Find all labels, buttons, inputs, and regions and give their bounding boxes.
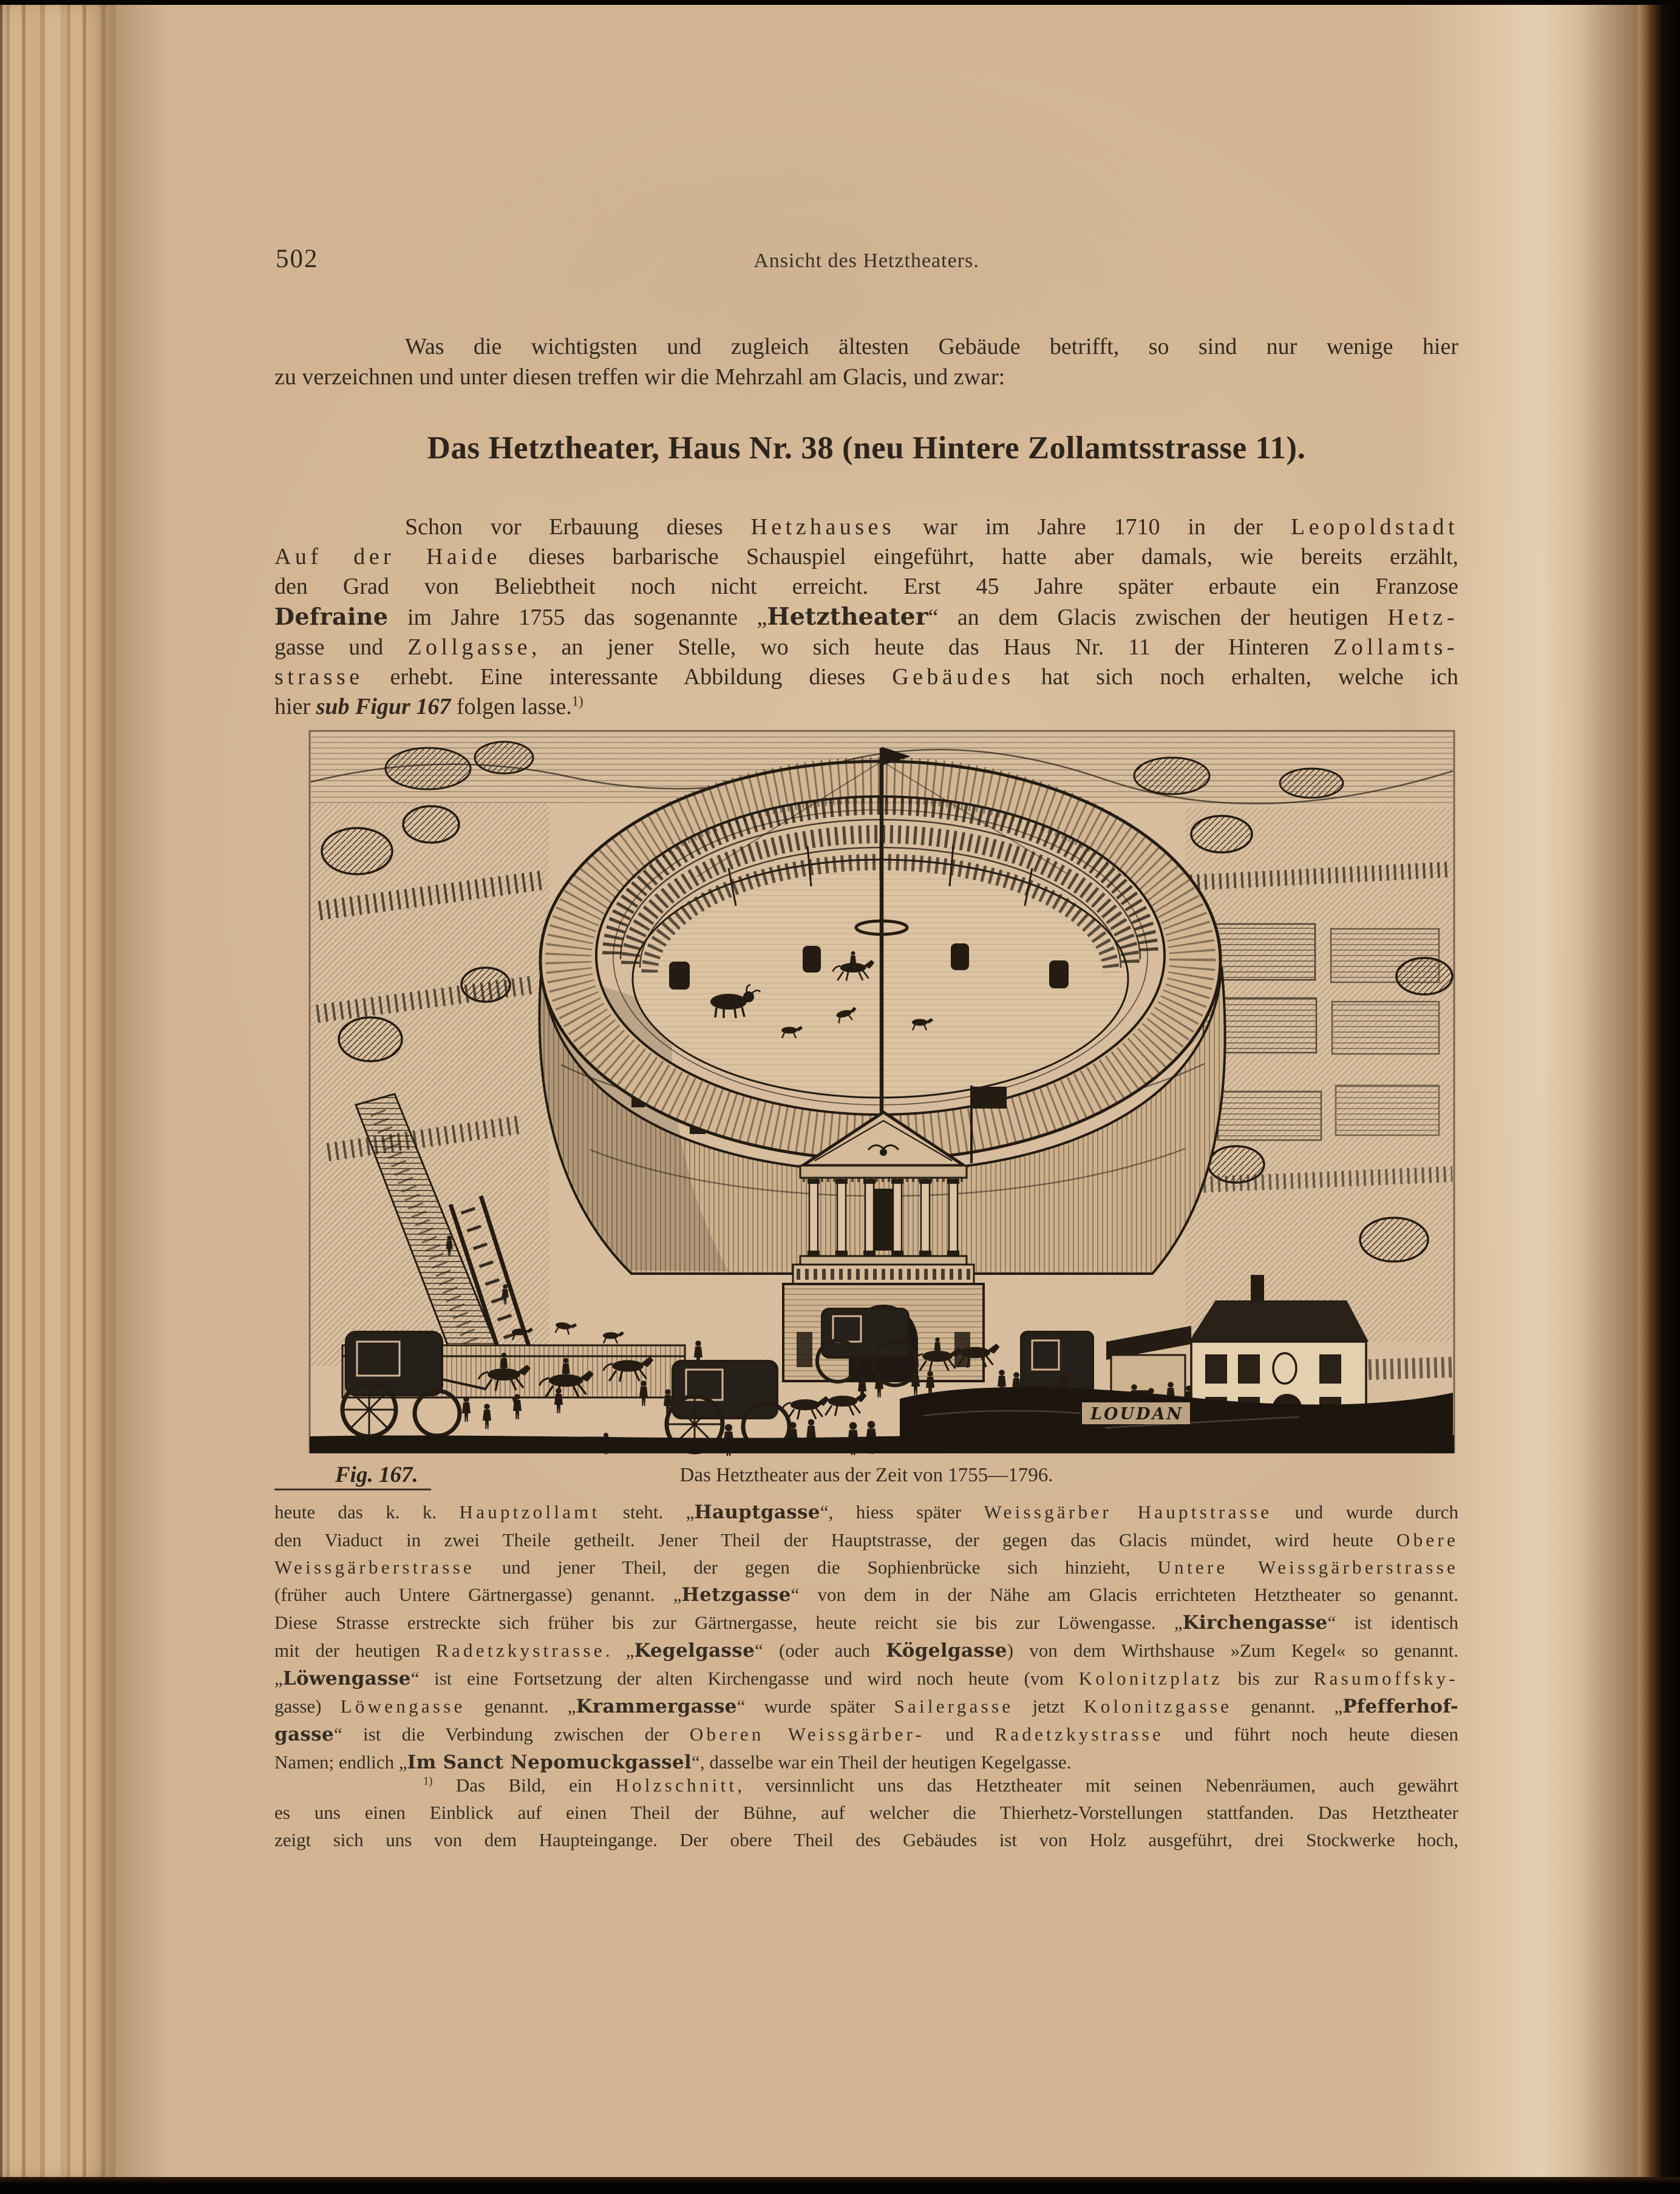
figure-caption: Das Hetztheater aus der Zeit von 1755—1796. — [679, 1464, 1053, 1486]
text-line: Diese Strasse erstreckte sich früher bis zur Gärtnergasse, heute reicht sie bis zur Löwengasse. „Kirchengasse“ ist identisch — [274, 1612, 1458, 1634]
book-edge-top — [0, 0, 1680, 5]
text-line: Was die wichtigsten und zugleich ältesten Gebäude betrifft, so sind nur wenige hier — [405, 334, 1458, 359]
intro-paragraph — [274, 331, 1458, 392]
figure-label: Fig. 167. — [335, 1462, 418, 1487]
page-head — [274, 244, 1458, 278]
book-edge-bottom — [0, 2177, 1680, 2194]
balustrade — [793, 1265, 974, 1284]
body-paragraph — [274, 512, 1458, 722]
book-gutter — [0, 4, 115, 2178]
engraver-signature: LOUDAN — [1090, 1405, 1184, 1424]
text-line: Defraine im Jahre 1755 das sogenannte „Hetztheater“ an dem Glacis zwischen der heutigen Hetz- — [274, 603, 1458, 631]
text-line: Weissgärberstrasse und jener Theil, der gegen die Sophienbrücke sich hinzieht, Untere Weissgärberstrasse — [274, 1557, 1458, 1578]
text-line: mit der heutigen Radetzkystrasse. „Kegelgasse“ (oder auch Kögelgasse) von dem Wirthshause »Zum Kegel« so genannt. — [274, 1640, 1459, 1662]
text-line: zu verzeichnen und unter diesen treffen wir die Mehrzahl am Glacis, und zwar: — [274, 364, 1005, 390]
section-heading: Das Hetztheater, Haus Nr. 38 (neu Hintere Zollamtsstrasse 11). — [427, 430, 1306, 466]
text-line: Auf der Haide dieses barbarische Schauspiel eingeführt, hatte aber damals, wie bereits erzählt, — [274, 544, 1458, 569]
text-line: gasse) Löwengasse genannt. „Krammergasse“ wurde später Sailergasse jetzt Kolonitzgasse genannt. „Pfefferhof- — [274, 1696, 1459, 1717]
left-gardens — [311, 804, 549, 1407]
text-line: (früher auch Untere Gärtnergasse) genannt. „Hetzgasse“ von dem in der Nähe am Glacis errichteten Hetztheater so genannt. — [274, 1584, 1458, 1606]
page — [115, 4, 1639, 2178]
footnote-1 — [274, 1498, 1458, 1776]
running-header: Ansicht des Hetztheaters. — [753, 250, 979, 272]
text-line: den Grad von Beliebtheit noch nicht erreicht. Erst 45 Jahre später erbaute ein Franzose — [274, 574, 1458, 599]
text-line: hier sub Figur 167 folgen lasse.$^{1)}$ — [274, 693, 583, 719]
text-line: Namen; endlich „Im Sanct Nepomuckgassel“, dasselbe war ein Theil der heutigen Kegelgasse. — [274, 1751, 1072, 1773]
text-line: den Viaduct in zwei Theile getheilt. Jener Theil der Hauptstrasse, der gegen das Glacis mündet, wird heute Obere — [274, 1529, 1458, 1550]
text-line: heute das k. k. Hauptzollamt steht. „Hauptgasse“, hiess später Weissgärber Hauptstrasse und wurde durch — [274, 1501, 1458, 1523]
text-line: gasse“ ist die Verbindung zwischen der Oberen Weissgärber- und Radetzkystrasse und führt noch heute diesen — [274, 1724, 1458, 1745]
text-line: Schon vor Erbauung dieses Hetzhauses war im Jahre 1710 in der Leopoldstadt — [405, 514, 1458, 540]
text-line: gasse und Zollgasse, an jener Stelle, wo sich heute das Haus Nr. 11 der Hinteren Zollamts- — [274, 634, 1458, 660]
text-line: zeigt sich uns von dem Haupteingange. Der obere Theil des Gebäudes ist von Holz ausgeführt, drei Stockwerke hoch, — [274, 1829, 1458, 1850]
woodcut-bottom-border — [310, 1435, 1454, 1453]
text-line: „Löwengasse“ ist eine Fortsetzung der alten Kirchengasse und wird noch heute (vom Kolonitzplatz bis zur Rasumoffsky- — [274, 1668, 1458, 1690]
right-gardens — [1185, 807, 1453, 1342]
footnote-2 — [274, 1771, 1458, 1853]
page-number: 502 — [276, 245, 319, 273]
figure-woodcut — [304, 724, 1460, 1459]
book-edge-right — [1638, 0, 1680, 2194]
text-line: strasse erhebt. Eine interessante Abbildung dieses Gebäudes hat sich noch erhalten, welche ich — [274, 664, 1458, 690]
text-line: es uns einen Einblick auf einen Theil der Bühne, auf welcher die Thierhetz-Vorstellungen stattfanden. Das Hetztheater — [274, 1802, 1458, 1823]
text-line: $^{1)}$ Das Bild, ein Holzschnitt, versinnlicht uns das Hetztheater mit seinen Nebenräumen, auch gewährt — [423, 1775, 1458, 1796]
figure-caption-row — [274, 1462, 1458, 1492]
footnote-rule — [274, 1489, 431, 1490]
